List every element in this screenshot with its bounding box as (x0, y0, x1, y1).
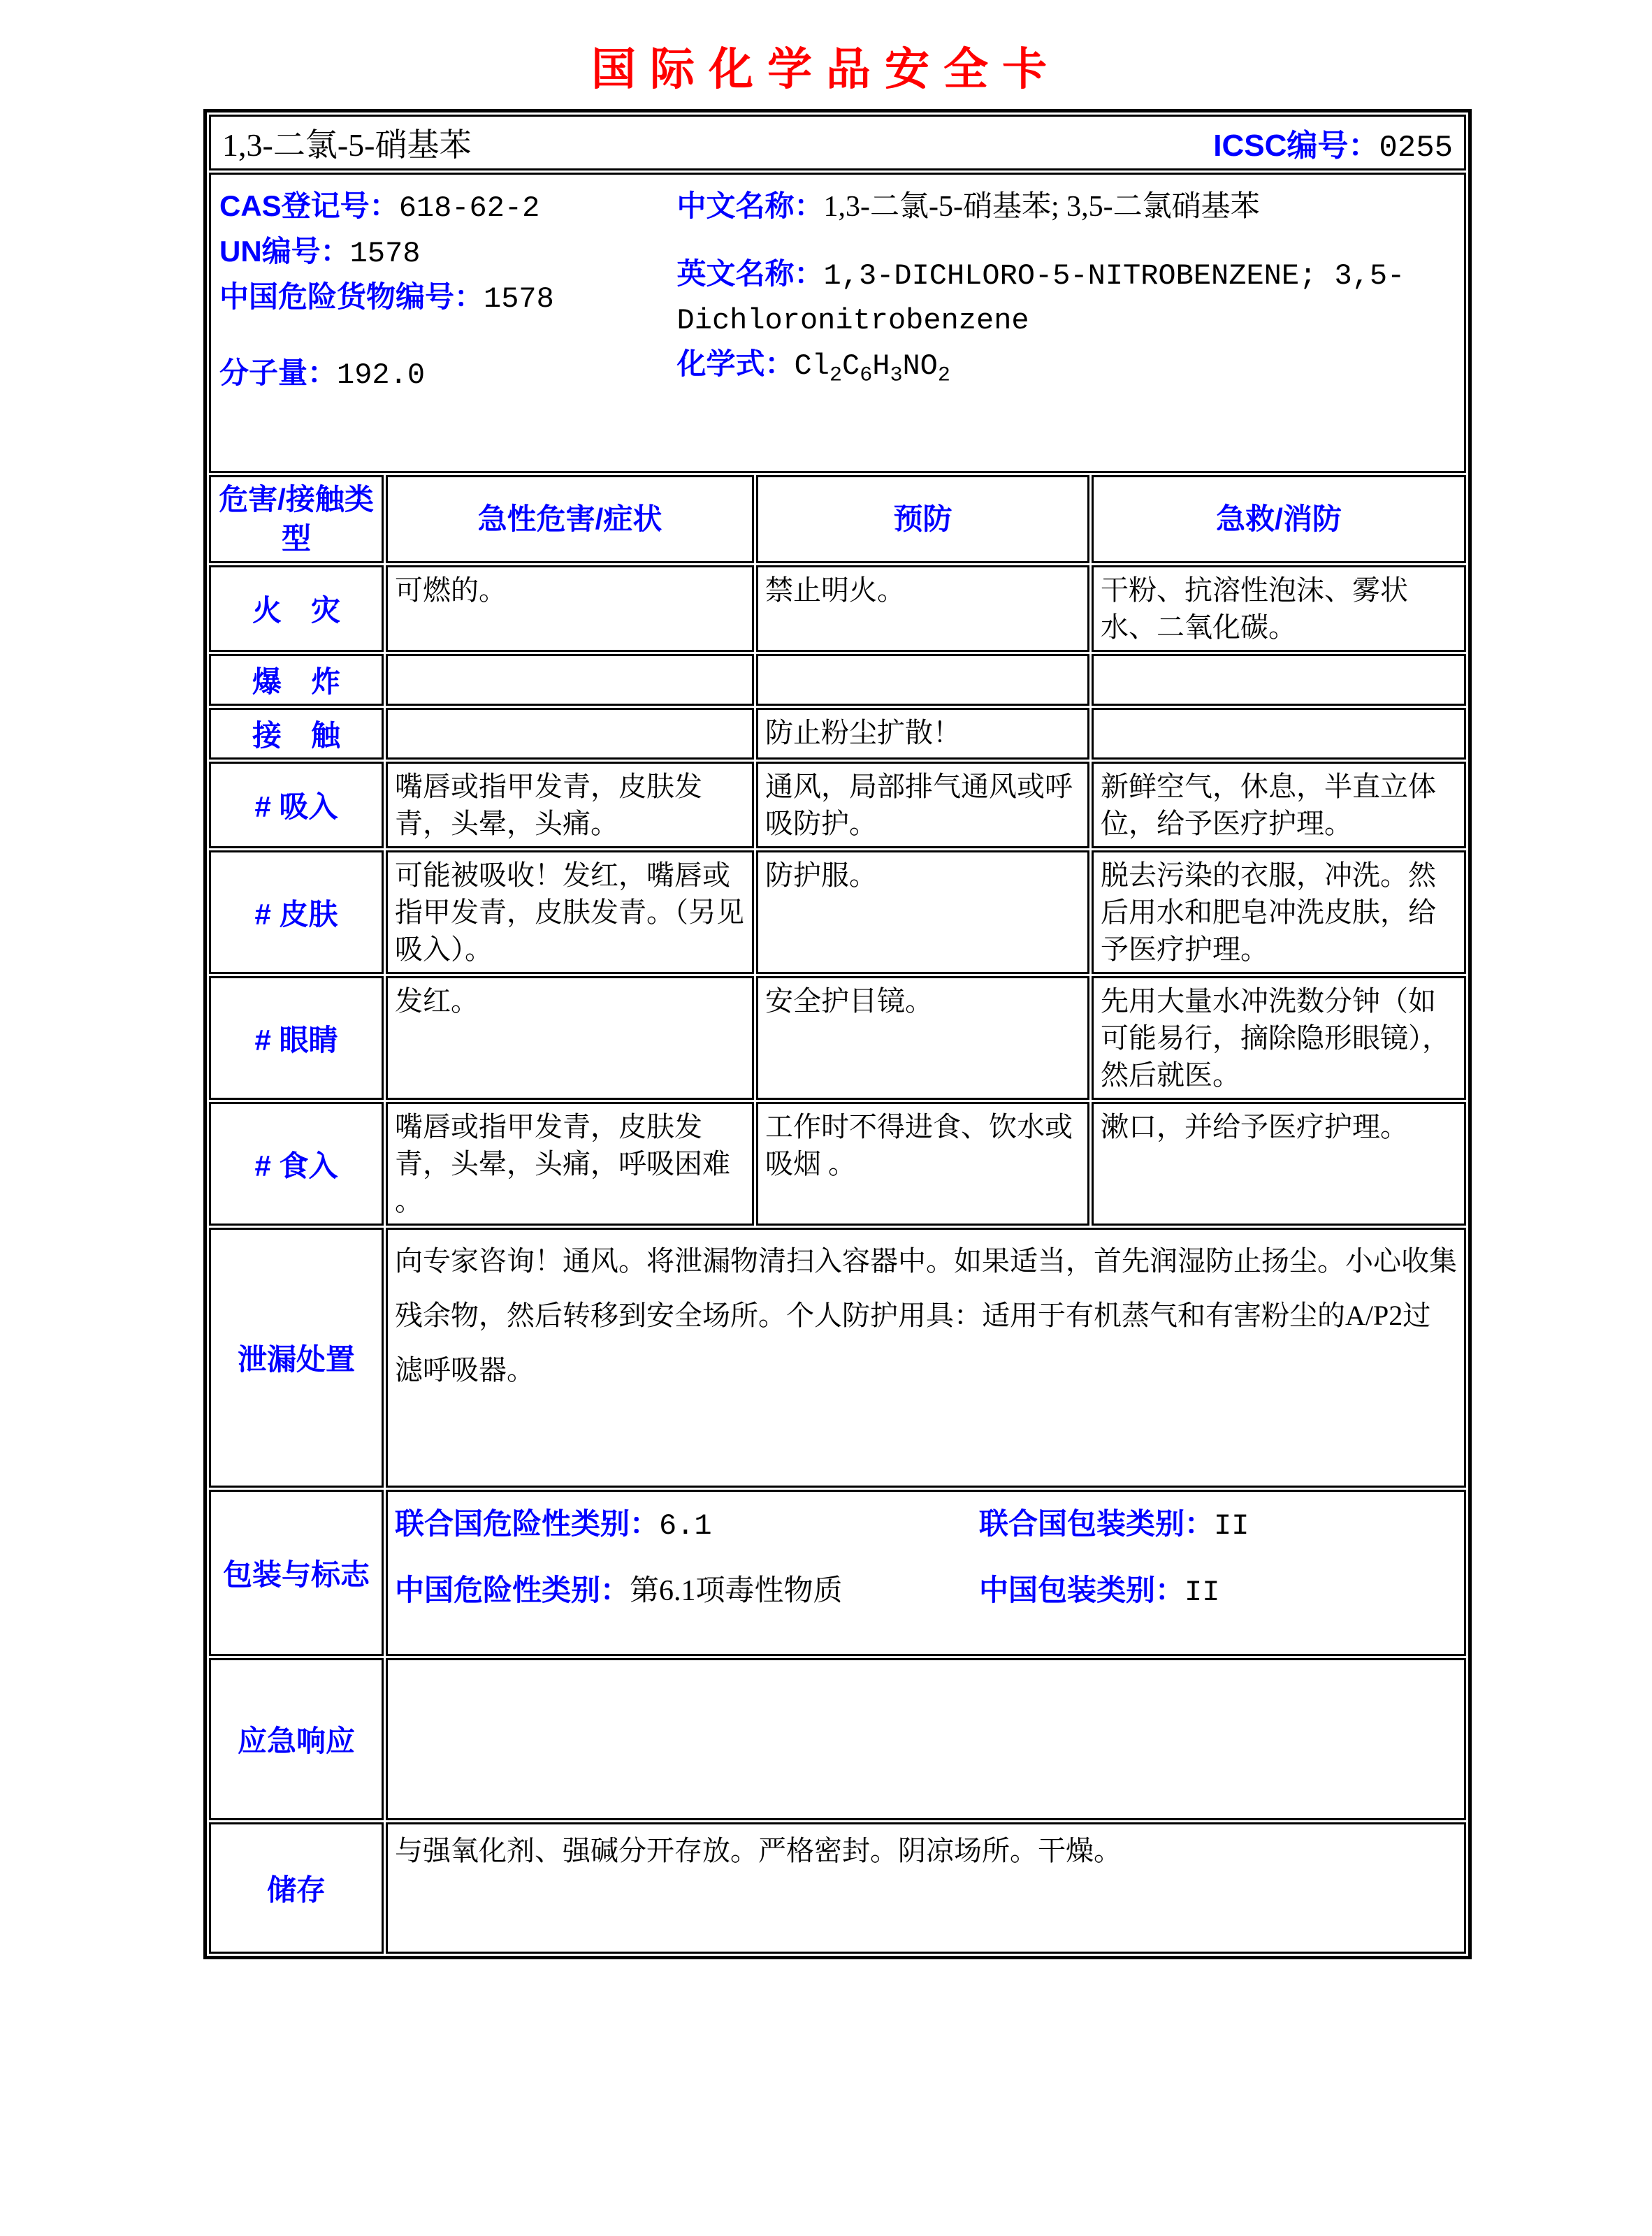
cas-line (219, 184, 677, 230)
section-row-packaging (209, 1490, 1466, 1656)
cn-hazard-class-line (395, 1571, 979, 1612)
ingestion-aid-cell: 漱口，并给予医疗护理。 (1092, 1102, 1466, 1226)
safety-card-table (203, 109, 1472, 1959)
english-name-line (677, 252, 1456, 342)
icsc-number (1213, 120, 1453, 166)
chemical-formula-value: $Cl_2C_6H_3NO_2$ (794, 349, 950, 388)
hazard-row-eyes (209, 976, 1466, 1100)
fire-row-label: 火 灾 (209, 565, 384, 652)
english-name-label: 英文名称： (676, 257, 824, 290)
skin-prevention-cell: 防护服。 (756, 850, 1089, 974)
chinese-name-line (677, 184, 1456, 228)
un-hazard-class-line (395, 1504, 979, 1546)
icsc-number-label: ICSC编号： (1213, 128, 1379, 163)
skin-aid-cell: 脱去污染的衣服，冲洗。然后用水和肥皂冲洗皮肤，给予医疗护理。 (1092, 850, 1466, 974)
hazard-row-explosion (209, 654, 1466, 706)
english-name-value: 1,3-DICHLORO-5-NITROBENZENE; 3,5-Dichloronitrobenzene (676, 259, 1405, 337)
exposure-symptoms-cell (386, 708, 754, 760)
spill-section-label: 泄漏处置 (209, 1228, 384, 1488)
fire-prevention-cell: 禁止明火。 (756, 565, 1089, 652)
un-packing-group-value: II (1214, 1509, 1249, 1543)
spill-section-content (386, 1228, 1466, 1488)
skin-symptoms-cell: 可能被吸收！发红，嘴唇或指甲发青，皮肤发青。（另见吸入）。 (386, 850, 754, 974)
exposure-aid-cell (1092, 708, 1466, 760)
inhalation-aid-cell: 新鲜空气，休息，半直立体位，给予医疗护理。 (1092, 762, 1466, 848)
section-row-emergency (209, 1658, 1466, 1820)
storage-section-label: 储存 (209, 1822, 384, 1954)
ingestion-symptoms-cell: 嘴唇或指甲发青，皮肤发青，头晕，头痛，呼吸困难 。 (386, 1102, 754, 1226)
un-number-label: UN编号： (219, 235, 350, 268)
un-hazard-class-label: 联合国危险性类别： (395, 1507, 660, 1540)
cn-hazard-class-value: 第6.1项毒性物质 (630, 1575, 843, 1607)
un-packing-group-label: 联合国包装类别： (979, 1507, 1215, 1540)
section-row-spill (209, 1228, 1466, 1488)
page-title: 国际化学品安全卡 (591, 44, 1061, 94)
hazard-header-row (209, 475, 1466, 563)
section-row-storage (209, 1822, 1466, 1954)
header-hazard-type: 危害/接触类型 (209, 475, 384, 563)
cn-packing-group-label: 中国包装类别： (979, 1574, 1185, 1606)
chinese-name-label: 中文名称： (676, 189, 824, 222)
molecular-weight-value: 192.0 (337, 358, 426, 393)
emergency-section-content (386, 1658, 1466, 1820)
chemical-name: 1,3-二氯-5-硝基苯 (222, 127, 472, 163)
eyes-aid-cell: 先用大量水冲洗数分钟（如可能易行，摘除隐形眼镜），然后就医。 (1092, 976, 1466, 1100)
spill-text: 向专家咨询！通风。将泄漏物清扫入容器中。如果适当，首先润湿防止扬尘。小心收集残余物，然后转移到安全场所。个人防护用具：适用于有机蒸气和有害粉尘的A/P2过滤呼吸器。 (395, 1245, 1457, 1386)
hazard-row-fire (209, 565, 1466, 652)
inhalation-prevention-cell: 通风，局部排气通风或呼吸防护。 (756, 762, 1089, 848)
un-hazard-class-value: 6.1 (659, 1509, 712, 1543)
molecular-weight-label: 分子量： (219, 356, 338, 390)
inhalation-row-label: # 吸入 (209, 762, 384, 848)
ingestion-row-label: # 食入 (209, 1102, 384, 1226)
cn-hazard-class-label: 中国危险性类别： (395, 1574, 630, 1606)
un-number-value: 1578 (349, 237, 421, 270)
header-acute-hazards: 急性危害/症状 (386, 475, 754, 563)
chemical-formula-line (677, 342, 1456, 397)
cn-dangerous-goods-label: 中国危险货物编号： (219, 280, 484, 313)
storage-section-content (386, 1822, 1466, 1954)
header-prevention: 预防 (756, 475, 1089, 563)
un-packing-group-line (979, 1504, 1457, 1546)
chemical-formula-label: 化学式： (676, 347, 795, 380)
fire-symptoms-cell: 可燃的。 (386, 565, 754, 652)
cas-value: 618-62-2 (398, 191, 540, 225)
exposure-row-label: 接 触 (209, 708, 384, 760)
info-left-column (219, 184, 677, 397)
explosion-symptoms-cell (386, 654, 754, 706)
hazard-row-skin (209, 850, 1466, 974)
eyes-symptoms-cell: 发红。 (386, 976, 754, 1100)
inhalation-symptoms-cell: 嘴唇或指甲发青，皮肤发青，头晕，头痛。 (386, 762, 754, 848)
name-row (209, 115, 1466, 170)
molecular-weight-line (219, 351, 677, 397)
hazard-row-exposure (209, 708, 1466, 760)
explosion-prevention-cell (756, 654, 1089, 706)
cn-packing-group-line (979, 1571, 1457, 1612)
name-row-cell (209, 115, 1466, 170)
skin-row-label: # 皮肤 (209, 850, 384, 974)
info-row (209, 173, 1466, 473)
eyes-row-label: # 眼睛 (209, 976, 384, 1100)
cn-dangerous-goods-value: 1578 (484, 282, 554, 316)
explosion-aid-cell (1092, 654, 1466, 706)
chinese-name-value: 1,3-二氯-5-硝基苯; 3,5-二氯硝基苯 (823, 191, 1260, 223)
packaging-section-content (386, 1490, 1466, 1656)
cn-dangerous-goods-line (219, 275, 677, 321)
packaging-section-label: 包装与标志 (209, 1490, 384, 1656)
ingestion-prevention-cell: 工作时不得进食、饮水或吸烟 。 (756, 1102, 1089, 1226)
icsc-number-value: 0255 (1379, 130, 1454, 166)
hazard-row-ingestion (209, 1102, 1466, 1226)
exposure-prevention-cell: 防止粉尘扩散！ (756, 708, 1089, 760)
info-cell (209, 173, 1466, 473)
header-first-aid-fire: 急救/消防 (1092, 475, 1466, 563)
un-number-line (219, 230, 677, 275)
cn-packing-group-value: II (1184, 1576, 1220, 1609)
storage-text: 与强氧化剂、强碱分开存放。严格密封。阴凉场所。干燥。 (395, 1835, 1122, 1866)
emergency-section-label: 应急响应 (209, 1658, 384, 1820)
cas-label: CAS登记号： (219, 189, 399, 222)
hazard-row-inhalation (209, 762, 1466, 848)
eyes-prevention-cell: 安全护目镜。 (756, 976, 1089, 1100)
explosion-row-label: 爆 炸 (209, 654, 384, 706)
fire-aid-cell: 干粉、抗溶性泡沫、雾状水、二氧化碳。 (1092, 565, 1466, 652)
info-right-column (677, 184, 1456, 397)
